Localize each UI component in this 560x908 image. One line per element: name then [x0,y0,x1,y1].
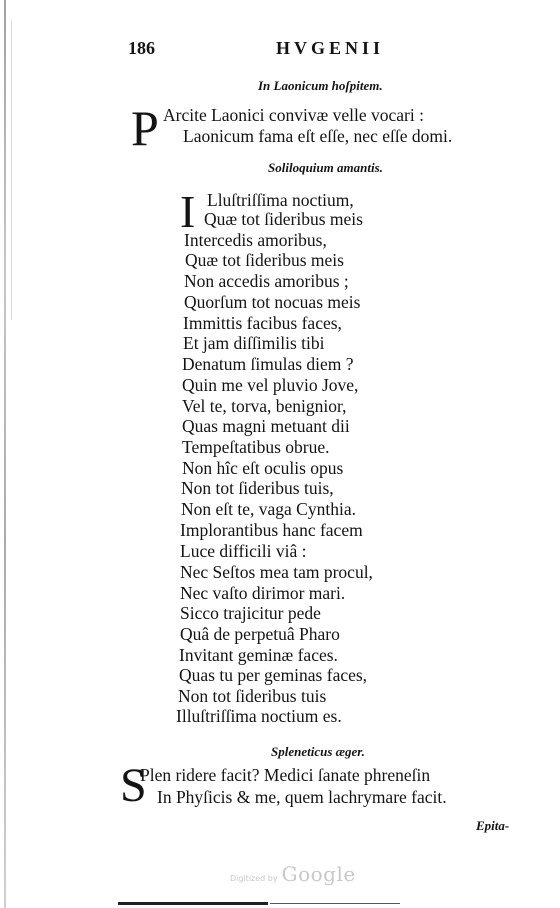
poem-line: Lluſtriſſima noctium, [207,190,354,210]
epigram-2-line: In Phyſicis & me, quem lachrymare facit. [157,787,447,807]
epigram-1-line: Laonicum fama eſt eſſe, nec eſſe domi. [183,126,453,146]
poem-line: Luce difficili viâ : [180,541,307,561]
poem-line: Nec vaſto dirimor mari. [180,583,346,603]
epigram-1-line: Arcite Laonici convivæ velle vocari : [163,105,424,125]
poem-line: Et jam diſſimilis tibi [183,333,325,353]
poem-line: Non accedis amoribus ; [184,271,349,291]
bottom-edge-rule-thin [270,903,400,904]
poem-line: Quâ de perpetuâ Pharo [180,624,340,644]
poem-line: Illuſtriſſima noctium es. [176,706,342,726]
digitization-watermark [230,862,356,886]
catchword: Epita- [476,818,510,833]
poem-drop-cap: I [180,186,196,237]
poem-line: Quas tu per geminas faces, [179,665,368,685]
poem-line: Intercedis amoribus, [184,230,327,250]
poem-line: Immittis facibus faces, [183,313,342,333]
epigram-1-heading: In Laonicum hoſpitem. [258,78,383,93]
watermark-logo-text: Google [281,862,356,886]
poem-line: Vel te, torva, benignior, [182,396,347,416]
page-number: 186 [128,38,155,58]
poem-line: Invitant geminæ faces. [179,645,338,665]
poem-line: Quin me vel pluvio Jove, [182,375,359,395]
poem-line: Quæ tot ſideribus meis [185,250,344,270]
poem-line: Sicco trajicitur pede [180,603,321,623]
poem-line: Non hîc eſt oculis opus [182,458,344,478]
poem-heading: Soliloquium amantis. [268,160,383,175]
epigram-2-drop-cap: S [120,759,147,812]
poem-line: Non tot ſideribus tuis, [181,478,334,498]
watermark-small-text: Digitized by [230,874,278,883]
poem-line: Implorantibus hanc facem [180,520,363,540]
epigram-2-heading: Spleneticus æger. [271,744,365,759]
bottom-edge-rule [118,902,268,905]
running-head: HVGENII [276,38,385,58]
poem-line: Nec Seſtos mea tam procul, [180,562,373,582]
poem-line: Non tot ſideribus tuis [178,686,327,706]
epigram-1-drop-cap: P [131,100,159,156]
poem-line: Tempeſtatibus obrue. [182,437,330,457]
page-edge-shadow [4,0,6,908]
poem-line: Quas magni metuant dii [182,416,350,436]
poem-line: Denatum ſimulas diem ? [182,354,354,374]
poem-line: Non eſt te, vaga Cynthia. [181,499,356,519]
epigram-2-line: Plen ridere facit? Medici ſanate phreneſin [140,765,431,785]
poem-line: Quorſum tot nocuas meis [184,292,361,312]
page-edge-line [11,20,12,320]
poem-line: Quæ tot ſideribus meis [204,209,363,229]
